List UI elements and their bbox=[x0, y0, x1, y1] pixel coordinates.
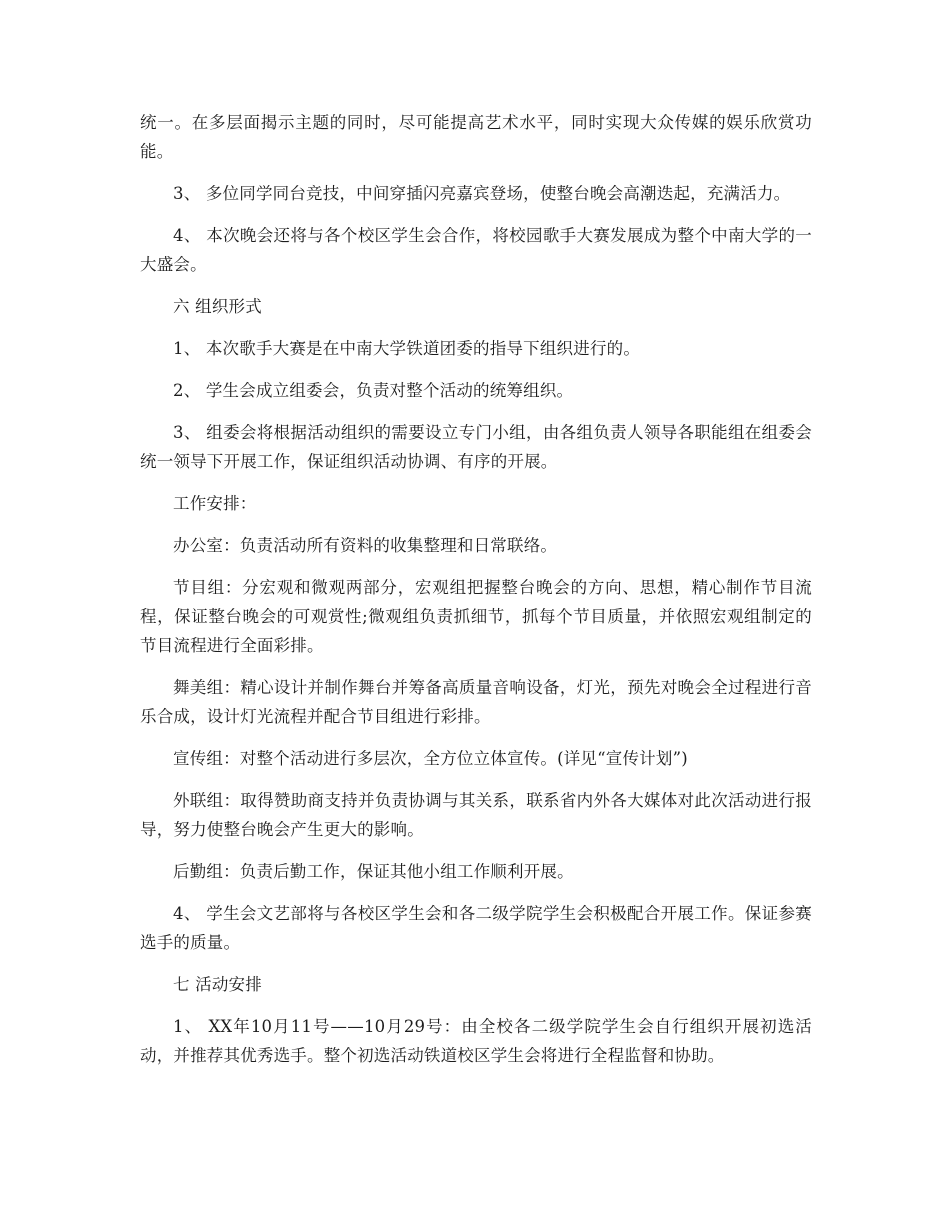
section-heading: 七 活动安排 bbox=[173, 975, 262, 994]
paragraph: 3、 多位同学同台竞技，中间穿插闪亮嘉宾登场，使整台晚会高潮迭起，充满活力。 bbox=[173, 184, 791, 203]
paragraph: 宣传组：对整个活动进行多层次，全方位立体宣传。(详见“宣传计划”) bbox=[173, 749, 688, 768]
paragraph: 舞美组：精心设计并制作舞台并筹备高质量音响设备，灯光，预先对晚会全过程进行音乐合成，设计灯光流程并配合节目组进行彩排。 bbox=[140, 678, 812, 726]
paragraph: 后勤组：负责后勤工作，保证其他小组工作顺利开展。 bbox=[173, 862, 574, 881]
paragraph: 3、 组委会将根据活动组织的需要设立专门小组，由各组负责人领导各职能组在组委会统一领导下开展工作，保证组织活动协调、有序的开展。 bbox=[140, 423, 812, 471]
paragraph: 4、 本次晚会还将与各个校区学生会合作，将校园歌手大赛发展成为整个中南大学的一大盛会。 bbox=[140, 226, 812, 274]
document-body bbox=[140, 108, 812, 1083]
paragraph: 统一。在多层面揭示主题的同时，尽可能提高艺术水平，同时实现大众传媒的娱乐欣赏功能。 bbox=[140, 113, 812, 161]
paragraph: 1、 本次歌手大赛是在中南大学铁道团委的指导下组织进行的。 bbox=[173, 339, 641, 358]
section-heading: 六 组织形式 bbox=[173, 297, 262, 316]
paragraph: 4、 学生会文艺部将与各校区学生会和各二级学院学生会积极配合开展工作。保证参赛选手的质量。 bbox=[140, 904, 812, 952]
subheading: 工作安排： bbox=[173, 494, 257, 513]
paragraph: 节目组：分宏观和微观两部分，宏观组把握整台晚会的方向、思想，精心制作节目流程，保证整台晚会的可观赏性;微观组负责抓细节，抓每个节目质量，并依照宏观组制定的节目流程进行全面彩排。 bbox=[140, 578, 812, 655]
paragraph: 2、 学生会成立组委会，负责对整个活动的统筹组织。 bbox=[173, 381, 574, 400]
paragraph: 外联组：取得赞助商支持并负责协调与其关系，联系省内外各大媒体对此次活动进行报导，努力使整台晚会产生更大的影响。 bbox=[140, 791, 812, 839]
paragraph: 办公室：负责活动所有资料的收集整理和日常联络。 bbox=[173, 536, 558, 555]
paragraph: 1、 XX年10月11号——10月29号：由全校各二级学院学生会自行组织开展初选活动，并推荐其优秀选手。整个初选活动铁道校区学生会将进行全程监督和协助。 bbox=[140, 1017, 812, 1065]
